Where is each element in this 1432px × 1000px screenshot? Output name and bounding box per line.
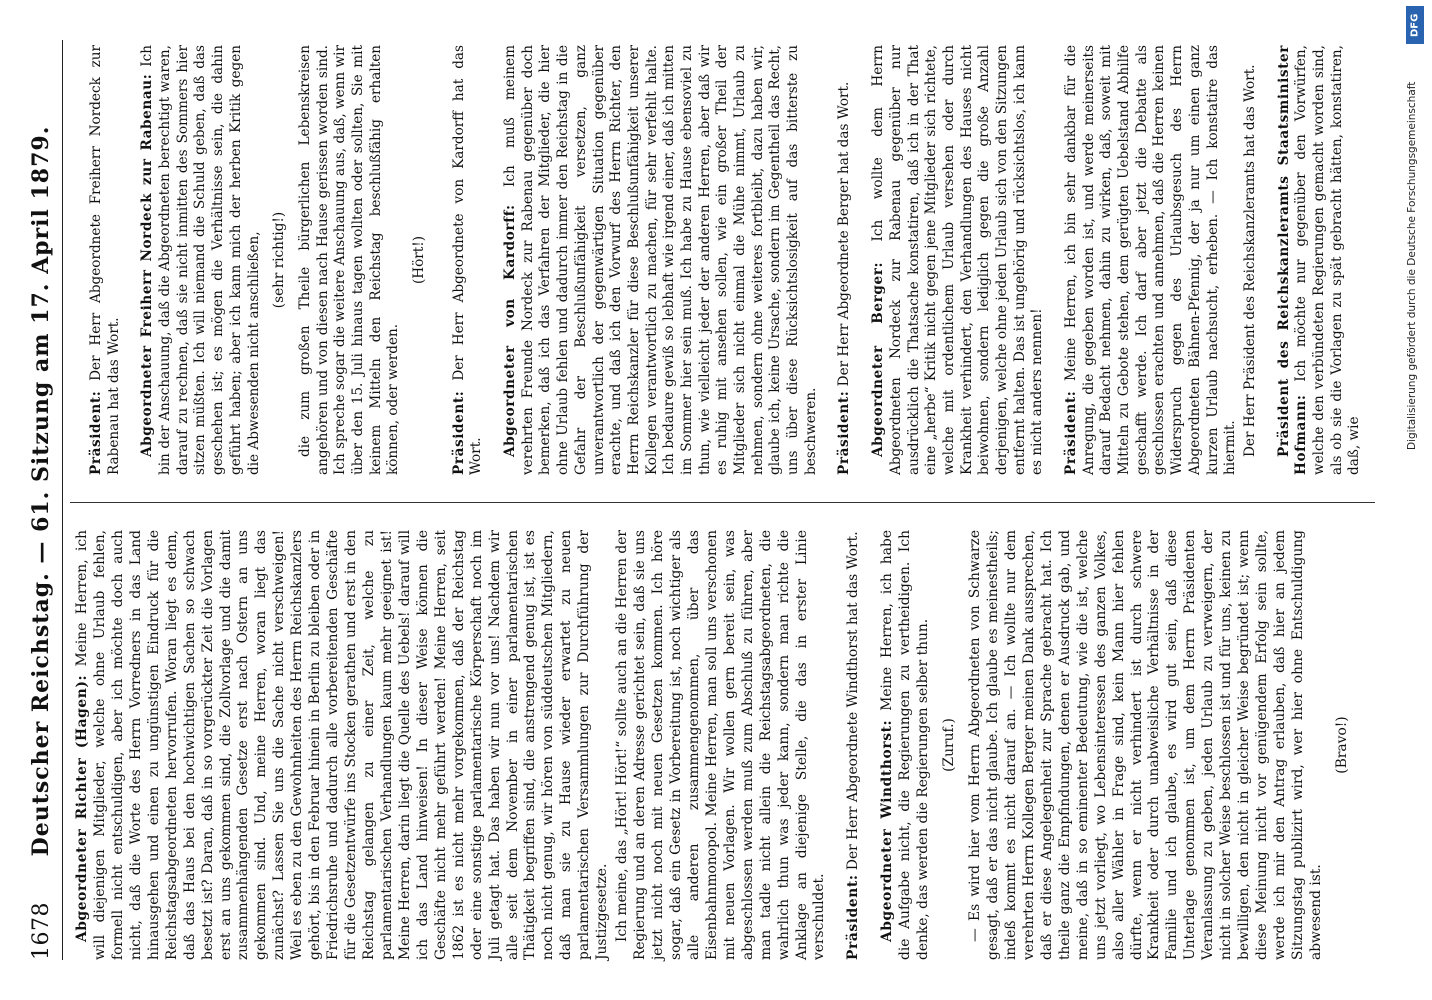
- speech-text: Ich muß meinem verehrten Freunde Nordeck zur Rabenau gegenüber doch bemerken, daß ich das Verfahren der Mitglieder, die hier ohne Urlaub fehlen und dadurch immer den Reichstag in die Gefahr der Beschlußunfähigkeit versetzen, ganz unverantwortlich der gegenwärtigen Situation gegenüber erachte, und daß ich den Vorwurf des Herrn Richter, den Herrn Reichskanzler für diese Beschlußunfähigkeit unserer Kollegen verantwortlich zu machen, für sehr verfehlt halte. Ich bedaure gewiß so lebhaft wie irgend einer, daß ich mitten im Sommer hier sein muß. Ich habe zu Hause ebensoviel zu thun, wie vielleicht jeder der anderen Herren, aber daß wir es ruhig mit ansehen sollen, wie ein großer Theil der Mitglieder sich nicht einmal die Mühe nimmt, Urlaub zu nehmen, sondern ohne weiteres fortbleibt, dazu haben wir, glaube ich, keine Ursache, sondern im Gegentheil das Recht, uns über diese Rücksichtslosigkeit auf das bitterste zu beschweren.: [502, 45, 819, 475]
- speech-text: Der Herr Präsident des Reichskanzleramts hat das Wort.: [1241, 64, 1258, 457]
- president-remark: [1063, 45, 1240, 475]
- speech-paragraph: [297, 45, 403, 475]
- dfg-stamp: [1402, 6, 1428, 998]
- speaker-name: Präsident des Reichskanzleramts Staatsminister Hofmann:: [1275, 45, 1310, 475]
- header-rule: [62, 40, 63, 960]
- speaker-name: Abgeordneter Berger:: [870, 261, 887, 457]
- page-title: Deutscher Reichstag. — 61. Sitzung am 17. April 1879.: [28, 125, 54, 857]
- speech-paragraph: [502, 45, 820, 475]
- speaker-name: Abgeordneter Freiherr Nordeck zur Rabenau:: [139, 73, 156, 457]
- speaker-name: Präsident:: [450, 390, 467, 475]
- speech-paragraph: [139, 45, 263, 475]
- speech-text: — Es wird hier vom Herrn Abgeordneten von Schwarze gesagt, daß er das nicht glaube. Ich glaube es meinestheils; indeß kommt es nicht darauf an. — Ich wollte nur dem verehrten Herrn Kollegen Berger meinen Dank aussprechen, daß er diese Angelegenheit zur Sprache gebracht hat. Ich theile ganz die Empfindungen, denen er Ausdruck gab, und meine, daß in so eminenter Bedeutung, wie die ist, welche uns jetzt vorliegt, wo Lebensinteressen des ganzen Volkes, also aller Wähler in Frage sind, kein Mann hier fehlen dürfte, wenn er nicht verhindert ist durch schwere Krankheit oder durch unabweisliche Verhältnisse in der Familie und ich glaube, es wird gut sein, daß diese Unterlage genommen ist, um dem Herrn Präsidenten Veranlassung zu geben, jeden Urlaub zu verweigern, der nicht in solcher Weise beschlossen ist und für uns, keinen zu bewilligen, den nicht in gleicher Weise begründet ist; wenn diese Meinung nicht vor genügendem Erfolg sein sollte, werde ich mir den Antrag erlauben, daß hier an jedem Sitzungstag publizirt wird, wer hier ohne Entschuldigung abwesend ist.: [967, 530, 1324, 960]
- interjection: (sehr richtig!): [271, 211, 288, 309]
- speech-paragraph: [74, 530, 612, 960]
- speech-paragraph: [879, 530, 933, 960]
- speech-text: die zum großen Theile bürgerlichen Lebenskreisen angehören und von diesen nach Hause gerissen worden sind. Ich spreche sogar die weitere Anschauung aus, daß, wenn wir über den 15. Juli hinaus tagen wollten oder sollten, Sie mit keinem Mitteln den Reichstag beschlußfähig erhalten können, oder werden.: [296, 45, 402, 475]
- funding-notice: Digitalisierung gefördert durch die Deutsche Forschungsgemeinschaft: [1406, 81, 1418, 450]
- speech-paragraph: [967, 530, 1326, 960]
- speaker-name: Präsident:: [845, 874, 862, 960]
- speech-text: Der Herr Abgeordnete Windthorst hat das Wort.: [845, 531, 862, 871]
- speech-text: Ich bin der Anschauung, daß die Abgeordneten berechtigt waren, darauf zu rechnen, daß sie nicht inmitten des Sommers hier sitzen müßten. Ich will niemand die Schuld geben, daß das geschehen ist; es mögen die Verhältnisse sein, die dahin geführt haben; aber ich kann mich der herben Kritik gegen die Abwesenden nicht anschließen,: [139, 45, 262, 475]
- speaker-name: Abgeordneter Richter (Hagen):: [74, 674, 90, 942]
- page-header: [28, 40, 64, 960]
- president-remark: [451, 45, 486, 475]
- speaker-name: Präsident:: [836, 390, 853, 475]
- interjection: (Bravo!): [1333, 716, 1350, 774]
- speech-paragraph: [614, 530, 829, 960]
- dfg-logo: DFG: [1406, 6, 1424, 44]
- speaker-name: Präsident:: [88, 390, 104, 475]
- page-number: 1678: [29, 902, 54, 960]
- speech-paragraph: [1242, 45, 1260, 475]
- speech-text: Ich meine, das „Hört! Hört!“ sollte auch an die Herren der Regierung und an deren Adresse gerichtet sein, daß sie uns jetzt nicht noch mit neuen Gesetzen kommen. Ich höre sogar, daß ein Gesetz in Vorbereitung ist, noch wichtiger als alle anderen zusammengenommen, über das Eisenbahnmonopol. Meine Herren, man soll uns verschonen mit neuen Vorlagen. Wir wollen gern bereit sein, was abgeschlossen werden muß zum Abschluß zu führen, aber man tadle nicht allein die Reichstagsabgeordneten, die wahrlich thun was jeder kann, sondern man richte die Anklage an diejenige Stelle, die das in erster Linie verschuldet.: [614, 530, 828, 960]
- president-remark: [836, 45, 854, 475]
- speech-paragraph: [870, 45, 1047, 475]
- speech-paragraph: [1276, 45, 1364, 475]
- speaker-name: Abgeordneter von Kardorff:: [502, 204, 519, 457]
- speech-text: Meine Herren, ich habe die Aufgabe nicht, die Regierungen zu vertheidigen. Ich denke, das werden die Regierungen selber thun.: [879, 530, 932, 960]
- speaker-name: Abgeordneter Windthorst:: [879, 719, 896, 942]
- speaker-name: Präsident:: [1063, 390, 1079, 475]
- speech-text: Der Herr Abgeordnete Freiherr Nordeck zur Rabenau hat das Wort.: [88, 45, 122, 475]
- speech-text: Ich möchte nur gegenüber den Vorwürfen, welche den verbündeten Regierungen gemacht worden sind, als ob sie die Vorlagen zu spät gebracht hätten, konstatiren, daß, wie: [1293, 44, 1363, 475]
- right-column: [74, 45, 1366, 475]
- left-column: [74, 530, 1360, 960]
- speech-text: Meine Herren, ich will diejenigen Mitglieder, welche ohne Urlaub fehlen, formell nicht entschuldigen, aber ich möchte doch auch nicht, daß die Worte des Herrn Vorredners in das Land hinausgehen und einen zu ungünstigen Eindruck für die Reichstagsabgeordneten hervorrufen. Woran liegt es denn, daß das Haus bei den hochwichtigen Sachen so schwach besetzt ist? Daran, daß in so vorgerückter Zeit die Vorlagen erst an uns gekommen sind, die Zollvorlage und die damit zusammenhängenden Gesetze erst nach Ostern an uns gekommen sind. Und, meine Herren, woran liegt das zunächst? Lassen Sie uns die Sache nicht verschweigen! Weil es eben zu den Gewohnheiten des Herrn Reichskanzlers gehört, bis in den Februar hinein in Berlin zu bleiben oder in Friedrichsruhe und dadurch alle vorbereitenden Geschäfte für die Gesetzentwürfe ins Stocken gerathen und erst in den Reichstag gelangen zu einer Zeit, welche zu parlamentarischen Verhandlungen kaum mehr geeignet ist! Meine Herren, darin liegt die Quelle des Uebels! darauf will ich das Land hinweisen! In dieser Weise können die Geschäfte nicht mehr geführt werden! Meine Herren, seit 1862 ist es nicht mehr vorgekommen, daß der Reichstag oder eine sonstige parlamentarische Körperschaft noch im Juli getagt hat. Das haben wir nun vor uns! Nachdem wir alle seit dem November in einer parlamentarischen Thätigkeit begriffen sind, die anstrengend genug ist, ist es noch nicht genug, wir hören von süddeutschen Mitgliedern, daß man sie zu Hause wieder erwartet zu neuen parlamentarischen Versammlungen zur Durchführung der Justizgesetze.: [74, 530, 611, 960]
- speech-text: Meine Herren, ich bin sehr dankbar für die Anregung, die gegeben worden ist, und werde meinerseits darauf Bedacht nehmen, dahin zu wirken, daß, soweit mit Mitteln zu Gebote stehen, dem gerügten Uebelstand Abhilfe geschafft werde. Ich darf aber jetzt die Debatte als geschlossen erachten und annehmen, daß die Herren keinen Widerspruch gegen des Urlaubsgesuch des Herrn Abgeordneten Bähnen-Pfennig, der ja nur um einen ganz kurzen Urlaub nachsucht, erheben. — Ich konstatire das hiermit.: [1063, 45, 1239, 475]
- speech-text: Der Herr Abgeordnete von Kardorff hat das Wort.: [450, 45, 485, 475]
- speech-text: Ich wollte dem Herrn Abgeordneten Nordeck zur Rabenau gegenüber nur ausdrücklich die Thatsache konstatiren, daß ich in der That eine „herbe“ Kritik nicht gegen jene Mitglieder sich richtete, welche mit ordentlichem Urlaub versehen oder durch Krankheit verhindert, den Verhandlungen des Hauses nicht beiwohnen, sondern lediglich gegen die große Anzahl derjenigen, welche ohne jeden Urlaub sich von den Sitzungen entfernt halten. Das ist ungehörig und rücksichtslos, ich kann es nicht anders nennen!: [870, 45, 1046, 475]
- column-divider: [70, 502, 1375, 503]
- speech-text: Der Herr Abgeordnete Berger hat das Wort.: [836, 81, 853, 387]
- interjection: (Hört!): [411, 235, 427, 285]
- president-remark: [88, 45, 123, 475]
- interjection: (Zuruf.): [941, 718, 958, 772]
- president-remark: [845, 530, 863, 960]
